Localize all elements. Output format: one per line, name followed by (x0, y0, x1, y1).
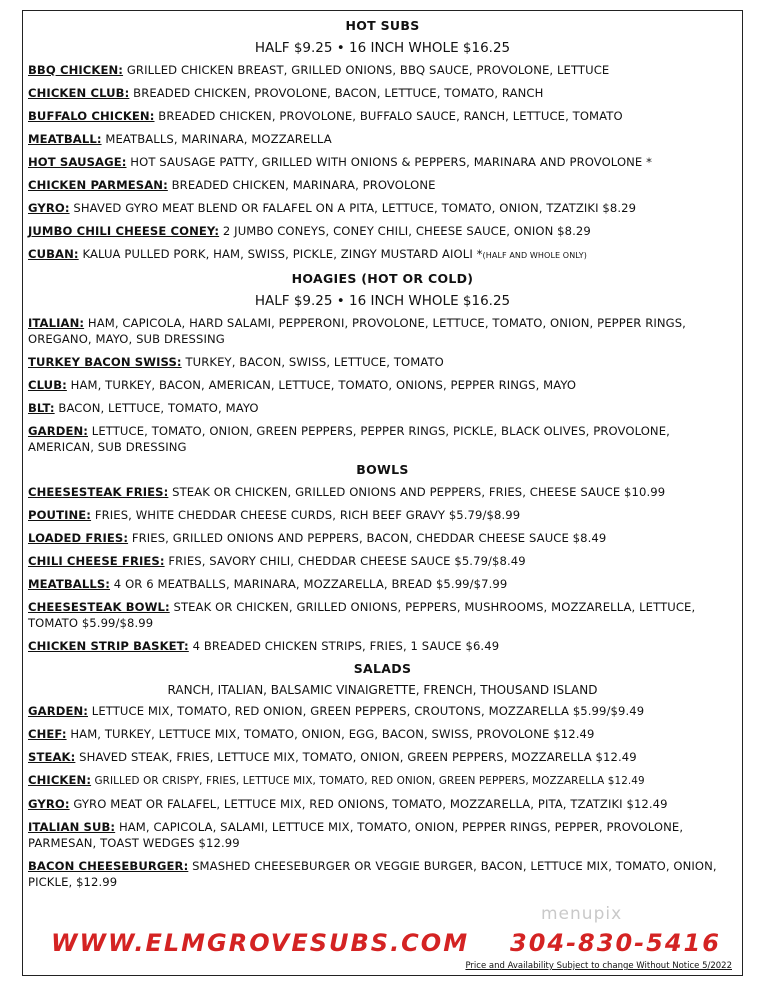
item-name: POUTINE: (28, 508, 92, 522)
item-desc: KALUA PULLED PORK, HAM, SWISS, PICKLE, ZINGY MUSTARD AIOLI * (78, 247, 483, 261)
item-name: TURKEY BACON SWISS: (28, 355, 182, 369)
item-desc: 4 BREADED CHICKEN STRIPS, FRIES, 1 SAUCE $6.49 (188, 639, 500, 653)
item-note: (HALF AND WHOLE ONLY) (482, 251, 587, 260)
item-desc: FRIES, SAVORY CHILI, CHEDDAR CHEESE SAUCE $5.79/$8.49 (164, 554, 526, 568)
menu-page (22, 10, 743, 976)
menu-item (28, 816, 737, 855)
item-name: HOT SAUSAGE: (28, 155, 127, 169)
menu-item (28, 504, 737, 527)
menu-item (28, 197, 737, 220)
item-desc: 2 JUMBO CONEYS, CONEY CHILI, CHEESE SAUCE, ONION $8.29 (219, 224, 591, 238)
menu-item (28, 312, 737, 351)
item-desc: BACON, LETTUCE, TOMATO, MAYO (54, 401, 259, 415)
item-desc: STEAK OR CHICKEN, GRILLED ONIONS AND PEPPERS, FRIES, CHEESE SAUCE $10.99 (168, 485, 666, 499)
menu-item (28, 420, 737, 459)
section-title-salads: SALADS (353, 661, 412, 676)
item-desc: SHAVED GYRO MEAT BLEND OR FALAFEL ON A PITA, LETTUCE, TOMATO, ONION, TZATZIKI $8.29 (69, 201, 637, 215)
phone-number[interactable]: 304-830-5416 (510, 929, 721, 957)
section-title-hot-subs: HOT SUBS (345, 18, 420, 33)
menu-item (28, 573, 737, 596)
item-desc: GRILLED OR CRISPY, FRIES, LETTUCE MIX, TOMATO, RED ONION, GREEN PEPPERS, MOZZARELLA $12.49 (91, 775, 645, 787)
footer (23, 929, 742, 959)
item-desc: HAM, CAPICOLA, SALAMI, LETTUCE MIX, TOMATO, ONION, PEPPER RINGS, PEPPER, PROVOLONE, PARMESAN, TOAST WEDGES $12.99 (28, 820, 684, 850)
item-desc: HAM, TURKEY, LETTUCE MIX, TOMATO, ONION, EGG, BACON, SWISS, PROVOLONE $12.49 (66, 727, 595, 741)
item-desc: TURKEY, BACON, SWISS, LETTUCE, TOMATO (181, 355, 444, 369)
item-name: BLT: (28, 401, 55, 415)
menu-item (28, 855, 737, 894)
item-desc: LETTUCE MIX, TOMATO, RED ONION, GREEN PEPPERS, CROUTONS, MOZZARELLA $5.99/$9.49 (88, 704, 645, 718)
menu-item (28, 527, 737, 550)
item-desc: SMASHED CHEESEBURGER OR VEGGIE BURGER, BACON, LETTUCE MIX, TOMATO, ONION, PICKLE, $12.99 (28, 859, 717, 889)
menu-item (28, 723, 737, 746)
item-desc: SHAVED STEAK, FRIES, LETTUCE MIX, TOMATO, ONION, GREEN PEPPERS, MOZZARELLA $12.49 (75, 750, 637, 764)
hoagies-price: HALF $9.25 • 16 INCH WHOLE $16.25 (254, 293, 511, 309)
item-name: CHICKEN: (28, 773, 92, 787)
item-name: CHEESESTEAK FRIES: (28, 485, 169, 499)
item-desc: MEATBALLS, MARINARA, MOZZARELLA (101, 132, 332, 146)
watermark: menupix (541, 904, 623, 924)
item-desc: HOT SAUSAGE PATTY, GRILLED WITH ONIONS & PEPPERS, MARINARA AND PROVOLONE * (126, 155, 653, 169)
menu-item (28, 243, 737, 268)
item-name: GYRO: (28, 201, 70, 215)
item-name: STEAK: (28, 750, 76, 764)
item-name: ITALIAN SUB: (28, 820, 116, 834)
item-name: BUFFALO CHICKEN: (28, 109, 155, 123)
item-name: MEATBALLS: (28, 577, 111, 591)
item-name: CHICKEN CLUB: (28, 86, 130, 100)
menu-item (28, 374, 737, 397)
menu-content (28, 15, 737, 894)
menu-item (28, 59, 737, 82)
website-link[interactable]: WWW.ELMGROVESUBS.COM (51, 929, 470, 957)
item-name: CHICKEN PARMESAN: (28, 178, 168, 192)
menu-item (28, 793, 737, 816)
salad-dressings: RANCH, ITALIAN, BALSAMIC VINAIGRETTE, FRENCH, THOUSAND ISLAND (167, 683, 598, 697)
item-desc: BREADED CHICKEN, PROVOLONE, BACON, LETTUCE, TOMATO, RANCH (129, 86, 544, 100)
item-name: BACON CHEESEBURGER: (28, 859, 189, 873)
menu-item (28, 769, 737, 793)
hot-subs-price: HALF $9.25 • 16 INCH WHOLE $16.25 (254, 40, 511, 56)
item-name: LOADED FRIES: (28, 531, 129, 545)
item-name: GARDEN: (28, 424, 88, 438)
menu-item (28, 105, 737, 128)
item-name: CUBAN: (28, 247, 79, 261)
menu-item (28, 635, 737, 658)
section-title-bowls: BOWLS (356, 462, 409, 477)
menu-item (28, 596, 737, 635)
item-desc: GYRO MEAT OR FALAFEL, LETTUCE MIX, RED ONIONS, TOMATO, MOZZARELLA, PITA, TZATZIKI $12.49 (69, 797, 668, 811)
item-name: BBQ CHICKEN: (28, 63, 124, 77)
menu-item (28, 151, 737, 174)
item-desc: GRILLED CHICKEN BREAST, GRILLED ONIONS, BBQ SAUCE, PROVOLONE, LETTUCE (123, 63, 610, 77)
item-name: ITALIAN: (28, 316, 85, 330)
item-desc: HAM, CAPICOLA, HARD SALAMI, PEPPERONI, PROVOLONE, LETTUCE, TOMATO, ONION, PEPPER RINGS, OREGANO, MAYO, SUB DRESSING (28, 316, 686, 346)
item-desc: FRIES, WHITE CHEDDAR CHEESE CURDS, RICH BEEF GRAVY $5.79/$8.99 (91, 508, 521, 522)
menu-item (28, 351, 737, 374)
item-name: GARDEN: (28, 704, 88, 718)
menu-item (28, 220, 737, 243)
section-title-hoagies: HOAGIES (HOT OR COLD) (291, 271, 474, 286)
item-name: CLUB: (28, 378, 67, 392)
item-desc: BREADED CHICKEN, PROVOLONE, BUFFALO SAUCE, RANCH, LETTUCE, TOMATO (154, 109, 623, 123)
item-name: CHEESESTEAK BOWL: (28, 600, 170, 614)
item-desc: 4 OR 6 MEATBALLS, MARINARA, MOZZARELLA, BREAD $5.99/$7.99 (110, 577, 508, 591)
menu-item (28, 82, 737, 105)
item-desc: LETTUCE, TOMATO, ONION, GREEN PEPPERS, PEPPER RINGS, PICKLE, BLACK OLIVES, PROVOLONE, AMERICAN, SUB DRESSING (28, 424, 670, 454)
menu-item (28, 128, 737, 151)
item-name: MEATBALL: (28, 132, 102, 146)
item-name: CHILI CHEESE FRIES: (28, 554, 165, 568)
item-desc: HAM, TURKEY, BACON, AMERICAN, LETTUCE, TOMATO, ONIONS, PEPPER RINGS, MAYO (66, 378, 577, 392)
item-desc: FRIES, GRILLED ONIONS AND PEPPERS, BACON, CHEDDAR CHEESE SAUCE $8.49 (128, 531, 607, 545)
item-name: JUMBO CHILI CHEESE CONEY: (28, 224, 220, 238)
item-name: CHICKEN STRIP BASKET: (28, 639, 189, 653)
menu-item (28, 746, 737, 769)
item-desc: STEAK OR CHICKEN, GRILLED ONIONS, PEPPERS, MUSHROOMS, MOZZARELLA, LETTUCE, TOMATO $5.99/$8.99 (28, 600, 696, 630)
menu-item (28, 397, 737, 420)
menu-item (28, 481, 737, 504)
item-desc: BREADED CHICKEN, MARINARA, PROVOLONE (167, 178, 436, 192)
menu-item (28, 174, 737, 197)
item-name: GYRO: (28, 797, 70, 811)
menu-item (28, 700, 737, 723)
item-name: CHEF: (28, 727, 67, 741)
menu-item (28, 550, 737, 573)
price-notice: Price and Availability Subject to change Without Notice 5/2022 (465, 961, 732, 971)
